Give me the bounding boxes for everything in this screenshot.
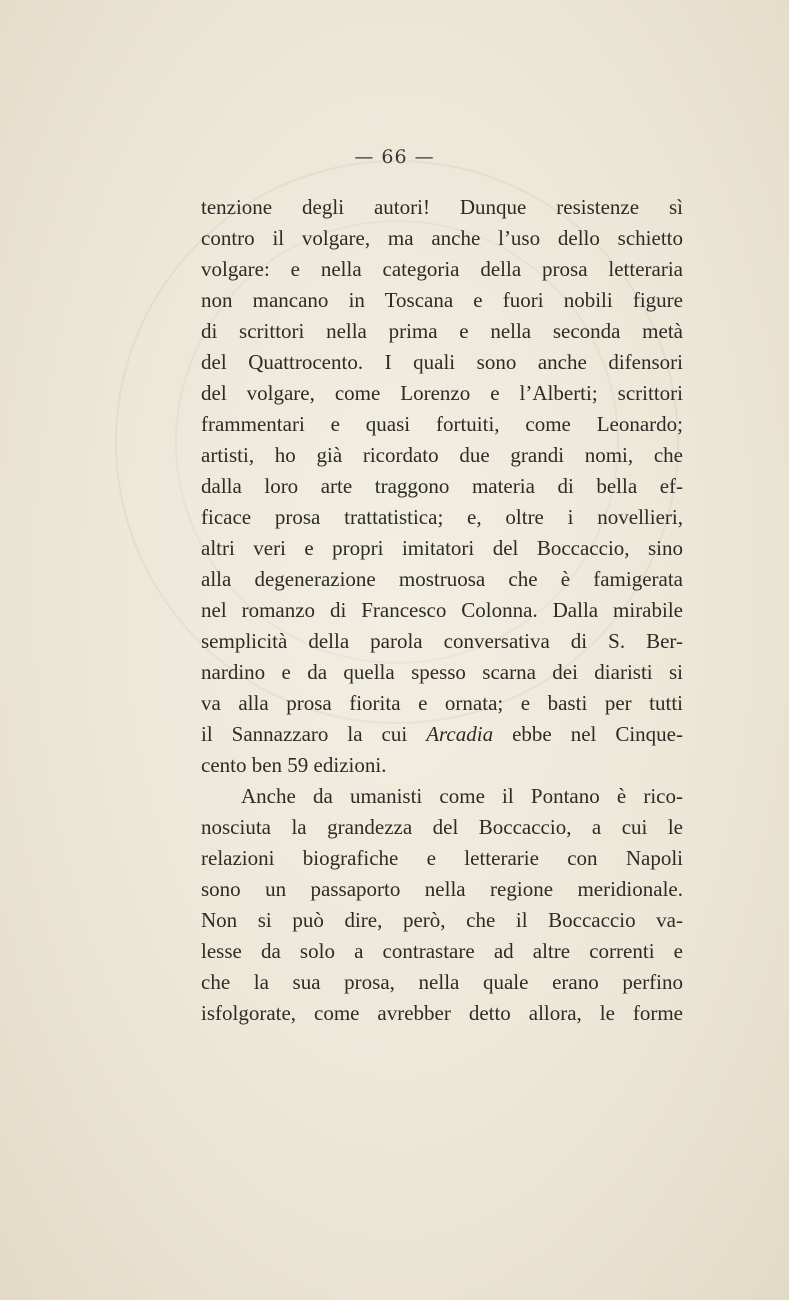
body-text <box>201 192 683 1029</box>
text-line: isfolgorate, come avrebber detto allora, le forme <box>201 1001 683 1025</box>
text-line: che la sua prosa, nella quale erano perfino <box>201 970 683 994</box>
text-line: dalla loro arte traggono materia di bella ef- <box>201 474 683 498</box>
text-line: nardino e da quella spesso scarna dei diaristi si <box>201 660 683 684</box>
text-line: relazioni biografiche e letterarie con Napoli <box>201 846 683 870</box>
text-line: cento ben 59 edizioni. <box>201 753 387 777</box>
text-line: sono un passaporto nella regione meridionale. <box>201 877 683 901</box>
book-title-arcadia: Arcadia <box>426 722 494 746</box>
text-line: va alla prosa fiorita e ornata; e basti per tutti <box>201 691 683 715</box>
text-line: alla degenerazione mostruosa che è famigerata <box>201 567 683 591</box>
text-line: nosciuta la grandezza del Boccaccio, a cui le <box>201 815 683 839</box>
text-line-with-title <box>201 719 683 750</box>
text-line: nel romanzo di Francesco Colonna. Dalla mirabile <box>201 598 683 622</box>
text-line: ficace prosa trattatistica; e, oltre i novellieri, <box>201 505 683 529</box>
text-segment: il Sannazzaro la cui <box>201 722 427 746</box>
page-number: — 66 — <box>354 146 435 168</box>
text-segment: ebbe nel Cinque- <box>493 722 683 746</box>
text-line: Non si può dire, però, che il Boccaccio va- <box>201 908 683 932</box>
text-line: altri veri e propri imitatori del Boccaccio, sino <box>201 536 683 560</box>
text-line: frammentari e quasi fortuiti, come Leonardo; <box>201 412 683 436</box>
text-line: del volgare, come Lorenzo e l’Alberti; scrittori <box>201 381 683 405</box>
text-line: volgare: e nella categoria della prosa letteraria <box>201 257 683 281</box>
text-line: Anche da umanisti come il Pontano è rico- <box>241 784 683 808</box>
text-line: non mancano in Toscana e fuori nobili figure <box>201 288 683 312</box>
text-line: semplicità della parola conversativa di S. Ber- <box>201 629 683 653</box>
text-line: del Quattrocento. I quali sono anche difensori <box>201 350 683 374</box>
text-line: tenzione degli autori! Dunque resistenze sì <box>201 195 683 219</box>
text-line: artisti, ho già ricordato due grandi nomi, che <box>201 443 683 467</box>
text-line: di scrittori nella prima e nella seconda metà <box>201 319 683 343</box>
text-line: lesse da solo a contrastare ad altre correnti e <box>201 939 683 963</box>
text-line: contro il volgare, ma anche l’uso dello schietto <box>201 226 683 250</box>
